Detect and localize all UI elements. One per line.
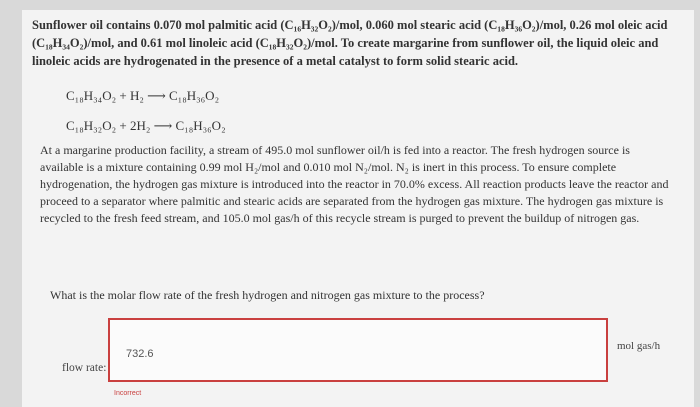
flow-rate-label: flow rate: — [62, 362, 107, 374]
flow-rate-input[interactable] — [108, 318, 608, 382]
question-text: What is the molar flow rate of the fresh hydrogen and nitrogen gas mixture to the process? — [50, 288, 485, 302]
reaction-equation-1: C₁₈H₃₄O₂ + H₂ ⟶ C₁₈H₃₆O₂ — [66, 88, 220, 103]
reaction-equation-2: C₁₈H₃₂O₂ + 2H₂ ⟶ C₁₈H₃₆O₂ — [66, 118, 226, 133]
question-panel — [22, 10, 694, 407]
problem-body: At a margarine production facility, a stream of 495.0 mol sunflower oil/h is fed into a reactor. The fresh hydrogen source is available is a mixture containing 0.99 mol H₂/mol and 0.010 mol N₂/mol. N₂ is inert in this process. To ensure complete hydrogenation, the hydrogen gas mixture is introduced into the reactor in 70.0% excess. All reaction products leave the reactor and proceed to a separator where palmitic and stearic acids are separated from the hydrogen gas mixture. The hydrogen gas mixture is recycled to the fresh feed stream, and 105.0 mol gas/h of this recycle stream is purged to prevent the buildup of nitrogen gas. — [40, 143, 669, 225]
input-value: 732.6 — [126, 348, 154, 360]
incorrect-badge: Incorrect — [114, 390, 142, 397]
unit-label: mol gas/h — [617, 340, 661, 352]
problem-intro: Sunflower oil contains 0.070 mol palmitic acid (C₁₆H₃₂O₂)/mol, 0.060 mol stearic acid (C₁₈H₃₆O₂)/mol, 0.26 mol oleic acid (C₁₈H₃₄O₂)/mol, and 0.61 mol linoleic acid (C₁₈H₃₂O₂)/mol. To create margarine from sunflower oil, the liquid oleic and linoleic acids are hydrogenated in the presence of a metal catalyst to form solid stearic acid. — [32, 18, 668, 68]
